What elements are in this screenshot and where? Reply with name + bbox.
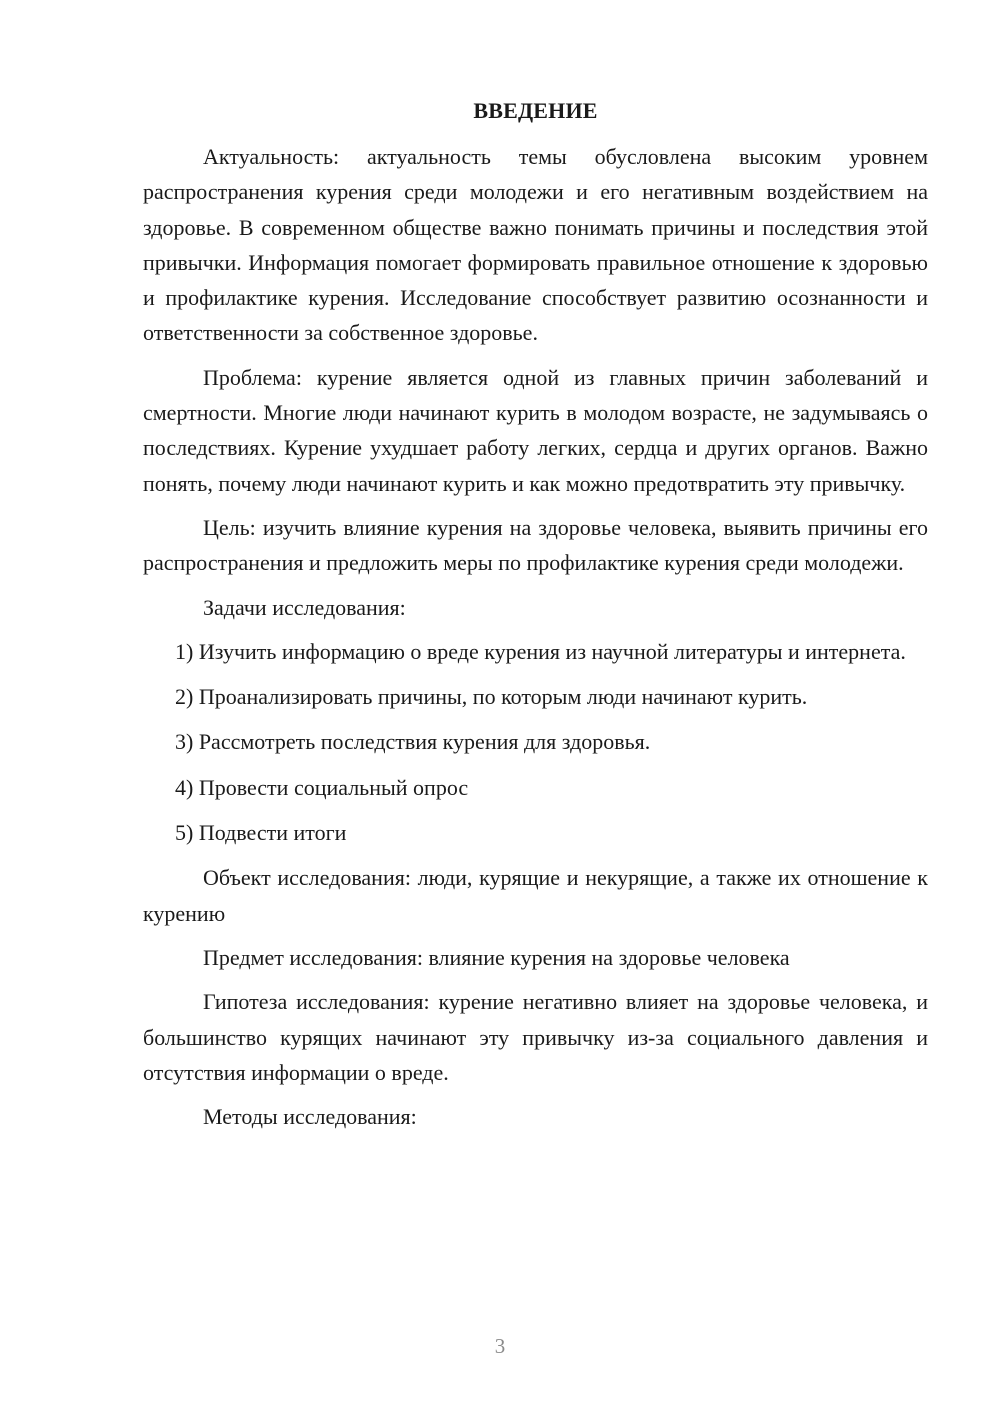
task-item-3: 3) Рассмотреть последствия курения для здоровья. [175,729,651,755]
document-page [143,96,928,1143]
tasks-title: Задачи исследования: [203,594,406,620]
task-item-1: 1) Изучить информацию о вреде курения из научной литературы и интернета. [175,638,906,664]
paragraph-object: Объект исследования: люди, курящие и некурящие, а также их отношение к курению [143,865,928,926]
section-heading: ВВЕДЕНИЕ [473,98,598,123]
paragraph-problem: Проблема: курение является одной из главных причин заболеваний и смертности. Многие люди начинают курить в молодом возрасте, не задумываясь о последствиях. Курение ухудшает работу легких, сердца и других органов. Важно понять, почему люди начинают курить и как можно предотвратить эту привычку. [143,364,928,496]
page-number: 3 [494,1334,506,1358]
task-item-4: 4) Провести социальный опрос [175,774,469,800]
paragraph-goal: Цель: изучить влияние курения на здоровье человека, выявить причины его распространения и предложить меры по профилактике курения среди молодежи. [143,514,928,576]
methods-title: Методы исследования: [203,1104,417,1130]
task-item-2: 2) Проанализировать причины, по которым люди начинают курить. [175,684,808,710]
paragraph-hypothesis: Гипотеза исследования: курение негативно влияет на здоровье человека, и большинство курящих начинают эту привычку из-за социального давления и отсутствия информации о вреде. [143,989,928,1085]
task-item-5: 5) Подвести итоги [175,820,347,846]
paragraph-relevance: Актуальность: актуальность темы обусловлена высоким уровнем распространения курения среди молодежи и его негативным воздействием на здоровье. В современном обществе важно понимать причины и последствия этой привычки. Информация помогает формировать правильное отношение к здоровью и профилактике курения. Исследование способствует развитию осознанности и ответственности за собственное здоровье. [143,144,928,346]
paragraph-subject: Предмет исследования: влияние курения на здоровье человека [203,944,790,970]
